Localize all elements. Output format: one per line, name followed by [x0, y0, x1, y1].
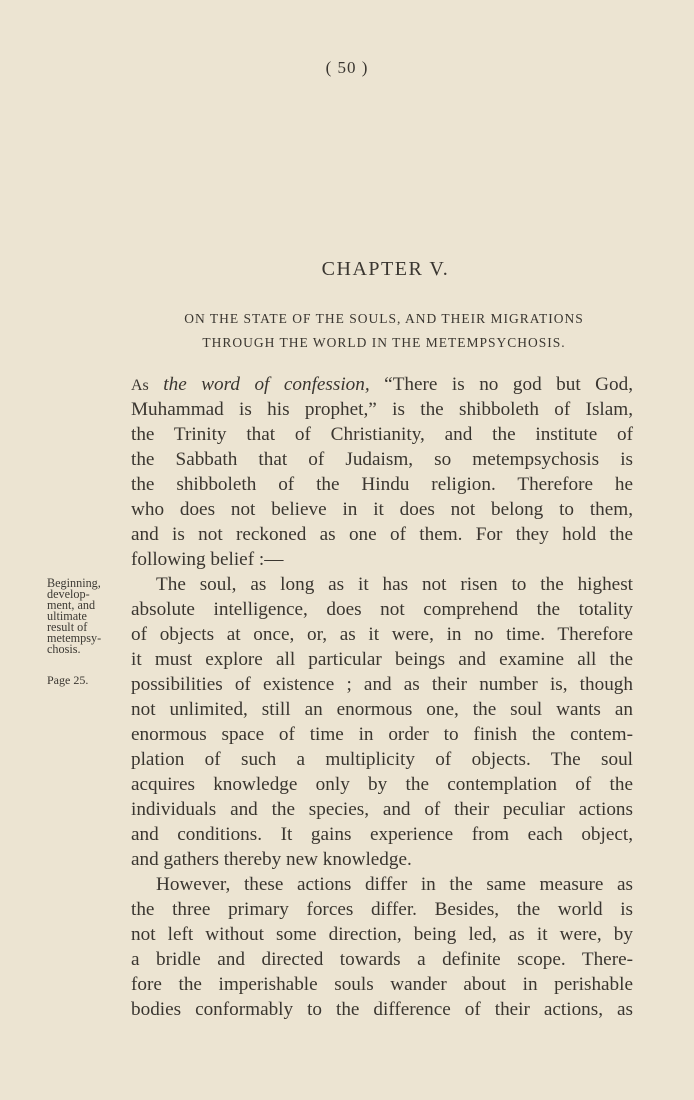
small-caps-opening: As [131, 377, 149, 394]
body-line: the Sabbath that of Judaism, so metempsychosis is [131, 449, 633, 470]
body-line: The soul, as long as it has not risen to the highest [156, 574, 633, 595]
margin-note-line: result of [47, 620, 88, 634]
body-line: following belief :— [131, 549, 284, 570]
body-line: not left without some direction, being led, as it were, by [131, 924, 633, 945]
chapter-title: CHAPTER V. [321, 258, 450, 280]
body-line: bodies conformably to the difference of their actions, as [131, 999, 633, 1020]
body-line: possibilities of existence ; and as their number is, though [131, 674, 633, 695]
body-line: who does not believe in it does not belong to them, [131, 499, 633, 520]
body-line: and conditions. It gains experience from each object, [131, 824, 633, 845]
body-line: it must explore all particular beings and examine all the [131, 649, 633, 670]
subtitle-line: THROUGH THE WORLD IN THE METEMPSYCHOSIS. [202, 335, 566, 350]
body-line: the three primary forces differ. Besides, the world is [131, 899, 633, 920]
margin-page-reference: Page 25. [47, 673, 89, 687]
margin-note-line: metempsy- [47, 631, 102, 645]
body-line: the Trinity that of Christianity, and the institute of [131, 424, 633, 445]
body-line: However, these actions differ in the same measure as [156, 874, 633, 895]
body-line: a bridle and directed towards a definite scope. There- [131, 949, 633, 970]
page-number: ( 50 ) [325, 58, 369, 77]
body-line: acquires knowledge only by the contemplation of the [131, 774, 633, 795]
body-line [131, 372, 633, 397]
body-line: and gathers thereby new knowledge. [131, 849, 412, 870]
body-line: Muhammad is his prophet,” is the shibboleth of Islam, [131, 399, 633, 420]
body-line: and is not reckoned as one of them. For they hold the [131, 524, 633, 545]
body-line: not unlimited, still an enormous one, the soul wants an [131, 699, 633, 720]
body-line: absolute intelligence, does not comprehend the totality [131, 599, 633, 620]
body-line: the shibboleth of the Hindu religion. Therefore he [131, 474, 633, 495]
body-line: individuals and the species, and of their peculiar actions [131, 799, 633, 820]
margin-note-line: develop- [47, 587, 90, 601]
subtitle-line: ON THE STATE OF THE SOULS, AND THEIR MIGRATIONS [184, 311, 584, 326]
body-line: plation of such a multiplicity of objects. The soul [131, 749, 633, 770]
chapter-subtitle [132, 307, 636, 355]
quote-text: “There is no god but God, [384, 374, 634, 395]
margin-note-line: ment, and [47, 598, 96, 612]
margin-note-line: ultimate [47, 609, 87, 623]
body-line: fore the imperishable souls wander about in perishable [131, 974, 633, 995]
margin-note-line: Beginning, [47, 576, 101, 590]
body-line: enormous space of time in order to finish the contem- [131, 724, 633, 745]
margin-note [47, 578, 131, 655]
body-line: of objects at once, or, as it were, in no time. Therefore [131, 624, 633, 645]
margin-note-line: chosis. [47, 642, 81, 656]
italic-phrase: the word of confession, [163, 374, 370, 395]
